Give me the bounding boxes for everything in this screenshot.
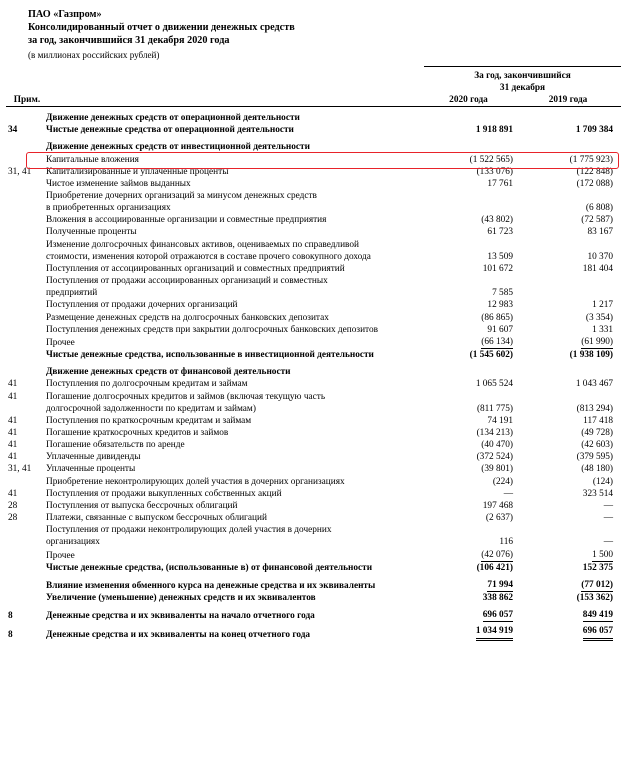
- row-value-2020: 338 862: [482, 593, 513, 604]
- row-note: [6, 336, 46, 349]
- row-label: Изменение долгосрочных финансовых активов, оцениваемых по справедливой: [46, 239, 359, 250]
- row-label: Вложения в ассоциированные организации и совместные предприятия: [46, 215, 327, 226]
- table-row: [6, 166, 621, 178]
- table-row: [6, 275, 621, 287]
- table-row: [6, 579, 621, 592]
- row-value-2020: [424, 391, 523, 403]
- row-value-2019: (48 180): [581, 464, 614, 475]
- row-value-2019: 181 404: [582, 263, 614, 274]
- row-note: 41: [8, 391, 18, 402]
- row-value-2019: (122 848): [576, 166, 614, 177]
- row-value-2019-value: (77 012): [581, 579, 613, 592]
- row-label: Чистые денежные средства, (использованные в) от финансовой деятельности: [46, 562, 373, 573]
- measurement-units: (в миллионах российских рублей): [28, 49, 160, 60]
- row-note: [6, 562, 46, 574]
- row-note: [6, 524, 46, 536]
- row-value-2020: [424, 549, 523, 562]
- row-value-2020: (106 421): [476, 562, 513, 573]
- row-value-2019: 323 514: [582, 488, 614, 499]
- row-label: Погашение долгосрочных кредитов и займов (включая текущую часть: [46, 391, 326, 402]
- row-label: Поступления от продажи выкупленных собственных акций: [46, 488, 282, 499]
- table-row: [6, 251, 621, 263]
- row-value-2019: (6 808): [585, 203, 614, 214]
- table-row: [6, 324, 621, 336]
- row-note: [6, 312, 46, 324]
- row-label: Движение денежных средств от финансовой деятельности: [46, 367, 291, 378]
- row-value-2019: (124): [592, 476, 614, 487]
- row-value-2020: 74 191: [487, 415, 513, 426]
- table-row: [6, 549, 621, 562]
- table-row: [6, 488, 621, 500]
- row-value-2019: (72 587): [581, 215, 614, 226]
- row-note: [6, 324, 46, 336]
- table-row: [6, 562, 621, 574]
- company-name: ПАО «Газпром»: [28, 9, 102, 20]
- row-label: Приобретение дочерних организаций за минусом денежных средств: [46, 191, 317, 202]
- row-label: предприятий: [46, 288, 98, 299]
- row-label: Прочее: [46, 550, 75, 561]
- row-label: Влияние изменения обменного курса на денежные средства и их эквиваленты: [46, 580, 376, 591]
- table-row: [6, 451, 621, 463]
- row-value-2020: [424, 202, 523, 214]
- row-note: 31, 41: [8, 464, 32, 475]
- table-row: [6, 263, 621, 275]
- row-note: 41: [8, 427, 18, 438]
- table-row: [6, 112, 621, 124]
- row-value-2020: [424, 336, 523, 349]
- table-row: [6, 366, 621, 378]
- row-value-2020: (86 865): [481, 312, 513, 323]
- row-value-2020: (1 522 565): [469, 154, 513, 165]
- row-value-2019: [523, 579, 621, 592]
- row-label: Поступления по краткосрочным кредитам и займам: [46, 415, 252, 426]
- document-header: [0, 0, 643, 62]
- row-note: [6, 275, 46, 287]
- row-value-2020: 197 468: [482, 500, 513, 511]
- row-value-2019: 10 370: [587, 251, 614, 262]
- row-note: [6, 154, 46, 166]
- row-value-2020: [424, 366, 523, 378]
- table-row: [6, 299, 621, 311]
- row-value-2019: [523, 625, 621, 641]
- row-value-2020-value: (66 134): [481, 336, 513, 349]
- row-value-2020: [424, 609, 523, 622]
- row-note: [6, 239, 46, 251]
- row-value-2020: [424, 524, 523, 536]
- row-value-2020: [424, 275, 523, 287]
- row-note: [6, 536, 46, 548]
- row-label: Поступления от продажи ассоциированных организаций и совместных: [46, 276, 328, 287]
- table-row: [6, 154, 621, 166]
- row-note: [6, 190, 46, 202]
- row-value-2020: —: [503, 488, 513, 499]
- row-value-2020: (372 524): [476, 452, 513, 463]
- row-value-2019: (3 354): [585, 312, 614, 323]
- row-value-2019: (172 088): [576, 178, 614, 189]
- table-header-band-row2: [6, 82, 621, 94]
- row-note: 31, 41: [8, 166, 32, 177]
- row-note: [6, 476, 46, 488]
- row-value-2019: (1 938 109): [569, 350, 614, 361]
- row-value-2019: 1 043 467: [575, 379, 614, 390]
- row-label: Поступления от продажи неконтролирующих долей участия в дочерних: [46, 525, 332, 536]
- row-label: Поступления по долгосрочным кредитам и займам: [46, 379, 248, 390]
- row-note: 41: [8, 488, 18, 499]
- table-row: [6, 239, 621, 251]
- row-value-2019: [523, 366, 621, 378]
- row-value-2020: [424, 112, 523, 124]
- row-value-2019: [523, 336, 621, 349]
- table-row: [6, 524, 621, 536]
- row-value-2019: (1 775 923): [569, 154, 614, 165]
- row-value-2020: 91 607: [487, 324, 513, 335]
- row-value-2020: [424, 579, 523, 592]
- row-note: 28: [8, 513, 18, 524]
- row-value-2020: 1 065 524: [475, 379, 513, 390]
- row-value-2020-value: (42 076): [481, 549, 513, 562]
- row-note: [6, 263, 46, 275]
- row-value-2019: 83 167: [587, 227, 614, 238]
- row-label: Приобретение неконтролирующих долей участия в дочерних организациях: [46, 476, 345, 487]
- statement-title: Консолидированный отчет о движении денежных средств: [28, 22, 295, 34]
- row-value-2019-value: 849 419: [583, 609, 613, 622]
- table-row: [6, 609, 621, 622]
- row-value-2020: (43 802): [481, 215, 513, 226]
- row-value-2019: —: [603, 500, 614, 511]
- row-note: 8: [8, 630, 13, 641]
- row-value-2019-value: (61 990): [581, 336, 613, 349]
- row-value-2019: [523, 190, 621, 202]
- col-header-2019: 2019 года: [523, 94, 621, 107]
- row-note: [6, 141, 46, 153]
- row-label: Денежные средства и их эквиваленты на конец отчетного года: [46, 630, 311, 641]
- row-label: Чистые денежные средства от операционной деятельности: [46, 125, 294, 136]
- row-value-2020: 13 509: [487, 251, 513, 262]
- row-value-2019: [523, 275, 621, 287]
- period-band-line1: За год, закончившийся: [424, 66, 621, 82]
- row-value-2020: 7 585: [492, 288, 513, 299]
- table-column-headers-row: [6, 94, 621, 107]
- row-value-2020: 12 983: [487, 300, 513, 311]
- table-row: [6, 190, 621, 202]
- row-value-2020: (1 545 602): [469, 350, 513, 361]
- row-label: Прочее: [46, 337, 75, 348]
- row-note: [6, 214, 46, 226]
- row-note: [6, 251, 46, 263]
- row-value-2020: 1 918 891: [475, 125, 513, 136]
- row-label: Движение денежных средств от инвестиционной деятельности: [46, 142, 310, 153]
- table-row: [6, 476, 621, 488]
- row-value-2020-value: 71 994: [487, 579, 513, 592]
- row-value-2019: —: [603, 537, 614, 548]
- row-value-2019: —: [603, 513, 614, 524]
- table-header-band-row: [6, 66, 621, 82]
- row-value-2020: (811 775): [476, 403, 513, 414]
- row-value-2019: [523, 287, 621, 299]
- row-label: Платежи, связанные с выпуском бессрочных облигаций: [46, 513, 267, 524]
- table-row: [6, 625, 621, 641]
- table-row: [6, 463, 621, 475]
- row-note: 41: [8, 415, 18, 426]
- row-note: [6, 112, 46, 124]
- row-note: [6, 226, 46, 238]
- row-label: в приобретенных организациях: [46, 203, 171, 214]
- row-label: Погашение обязательств по аренде: [46, 440, 185, 451]
- table-row: [6, 415, 621, 427]
- row-value-2019: (379 595): [576, 452, 614, 463]
- row-value-2020: (224): [492, 476, 513, 487]
- row-label: Денежные средства и их эквиваленты на начало отчетного года: [46, 611, 315, 622]
- row-value-2019: [523, 391, 621, 403]
- row-value-2019: (49 728): [581, 427, 614, 438]
- row-label: Увеличение (уменьшение) денежных средств и их эквивалентов: [46, 593, 316, 604]
- row-label: Поступления от выпуска бессрочных облигаций: [46, 500, 238, 511]
- table-row: [6, 439, 621, 451]
- row-note: [6, 349, 46, 361]
- row-label: Погашение краткосрочных кредитов и займов: [46, 427, 229, 438]
- row-value-2019: [523, 141, 621, 153]
- row-value-2020: (2 637): [485, 513, 513, 524]
- row-label: Уплаченные проценты: [46, 464, 136, 475]
- row-value-2020: 61 723: [487, 227, 513, 238]
- row-note: [6, 178, 46, 190]
- table-row: [6, 287, 621, 299]
- statement-period: за год, закончившийся 31 декабря 2020 года: [28, 35, 230, 47]
- table-row: [6, 378, 621, 390]
- row-value-2020: 101 672: [482, 263, 513, 274]
- row-label: Размещение денежных средств на долгосрочных банковских депозитах: [46, 312, 329, 323]
- table-row: [6, 403, 621, 415]
- row-label: стоимости, изменения которой отражаются в составе прочего совокупного дохода: [46, 251, 371, 262]
- row-label: Движение денежных средств от операционной деятельности: [46, 113, 300, 124]
- table-row: [6, 391, 621, 403]
- row-label: Поступления от ассоциированных организаций и совместных предприятий: [46, 263, 345, 274]
- table-row: [6, 226, 621, 238]
- row-value-2019: [523, 549, 621, 562]
- row-value-2019: 1 331: [592, 324, 614, 335]
- table-row: [6, 141, 621, 153]
- row-value-2019: [523, 524, 621, 536]
- table-body: [6, 112, 621, 641]
- row-value-2019: 117 418: [583, 415, 614, 426]
- row-value-2020: (133 076): [476, 166, 513, 177]
- row-label: Уплаченные дивиденды: [46, 452, 141, 463]
- table-row: [6, 500, 621, 512]
- row-note: 41: [8, 440, 18, 451]
- row-value-2019: 152 375: [582, 562, 614, 573]
- row-value-2019: 1 217: [592, 300, 614, 311]
- row-label: долгосрочной задолженности по кредитам и займам): [46, 403, 256, 414]
- row-value-2020: [424, 239, 523, 251]
- row-value-2020: [424, 190, 523, 202]
- table-row: [6, 349, 621, 361]
- col-header-note: Прим.: [6, 94, 46, 107]
- table-row: [6, 512, 621, 524]
- row-label: Полученные проценты: [46, 227, 137, 238]
- row-note: [6, 549, 46, 562]
- col-header-2020: 2020 года: [424, 94, 523, 107]
- row-value-2019: (813 294): [576, 403, 614, 414]
- row-value-2020: (134 213): [476, 427, 513, 438]
- row-value-2019: (42 603): [581, 440, 614, 451]
- period-band-line2: 31 декабря: [499, 82, 546, 93]
- table-row: [6, 312, 621, 324]
- row-value-2019-value: 696 057: [583, 625, 613, 641]
- row-note: 8: [8, 611, 13, 622]
- row-note: [6, 299, 46, 311]
- row-label: Поступления от продажи дочерних организаций: [46, 300, 238, 311]
- row-value-2019-value: 1 500: [592, 549, 613, 562]
- row-label: организациях: [46, 537, 100, 548]
- table-row: [6, 427, 621, 439]
- table-row: [6, 214, 621, 226]
- row-value-2020: [424, 625, 523, 641]
- table-row: [6, 536, 621, 548]
- row-value-2019: (153 362): [576, 593, 614, 604]
- row-label: Чистые денежные средства, использованные в инвестиционной деятельности: [46, 350, 374, 361]
- row-value-2019: [523, 609, 621, 622]
- row-value-2020: 116: [499, 537, 513, 548]
- cash-flow-table: [6, 66, 621, 642]
- row-label: Чистое изменение займов выданных: [46, 178, 191, 189]
- row-value-2020: [424, 141, 523, 153]
- row-label: Поступления денежных средств при закрытии долгосрочных банковских депозитов: [46, 324, 379, 335]
- row-label: Капитализированные и уплаченные проценты: [46, 166, 229, 177]
- row-label: Капитальные вложения: [46, 154, 139, 165]
- row-value-2020: (40 470): [481, 440, 513, 451]
- row-note: 41: [8, 379, 18, 390]
- row-note: 34: [8, 125, 18, 136]
- row-value-2020: (39 801): [481, 464, 513, 475]
- row-value-2020-value: 696 057: [483, 609, 513, 622]
- row-value-2019: [523, 112, 621, 124]
- row-value-2020: 17 761: [487, 178, 513, 189]
- table-row: [6, 124, 621, 136]
- row-note: [6, 202, 46, 214]
- row-note: [6, 287, 46, 299]
- row-value-2020-value: 1 034 919: [476, 625, 513, 641]
- row-note: [6, 403, 46, 415]
- table-row: [6, 178, 621, 190]
- table-row: [6, 592, 621, 604]
- row-note: [6, 592, 46, 604]
- table-row: [6, 202, 621, 214]
- row-note: [6, 579, 46, 592]
- row-value-2019: 1 709 384: [575, 125, 614, 136]
- table-row: [6, 336, 621, 349]
- row-note: 28: [8, 500, 18, 511]
- row-value-2019: [523, 239, 621, 251]
- row-note: 41: [8, 452, 18, 463]
- row-note: [6, 366, 46, 378]
